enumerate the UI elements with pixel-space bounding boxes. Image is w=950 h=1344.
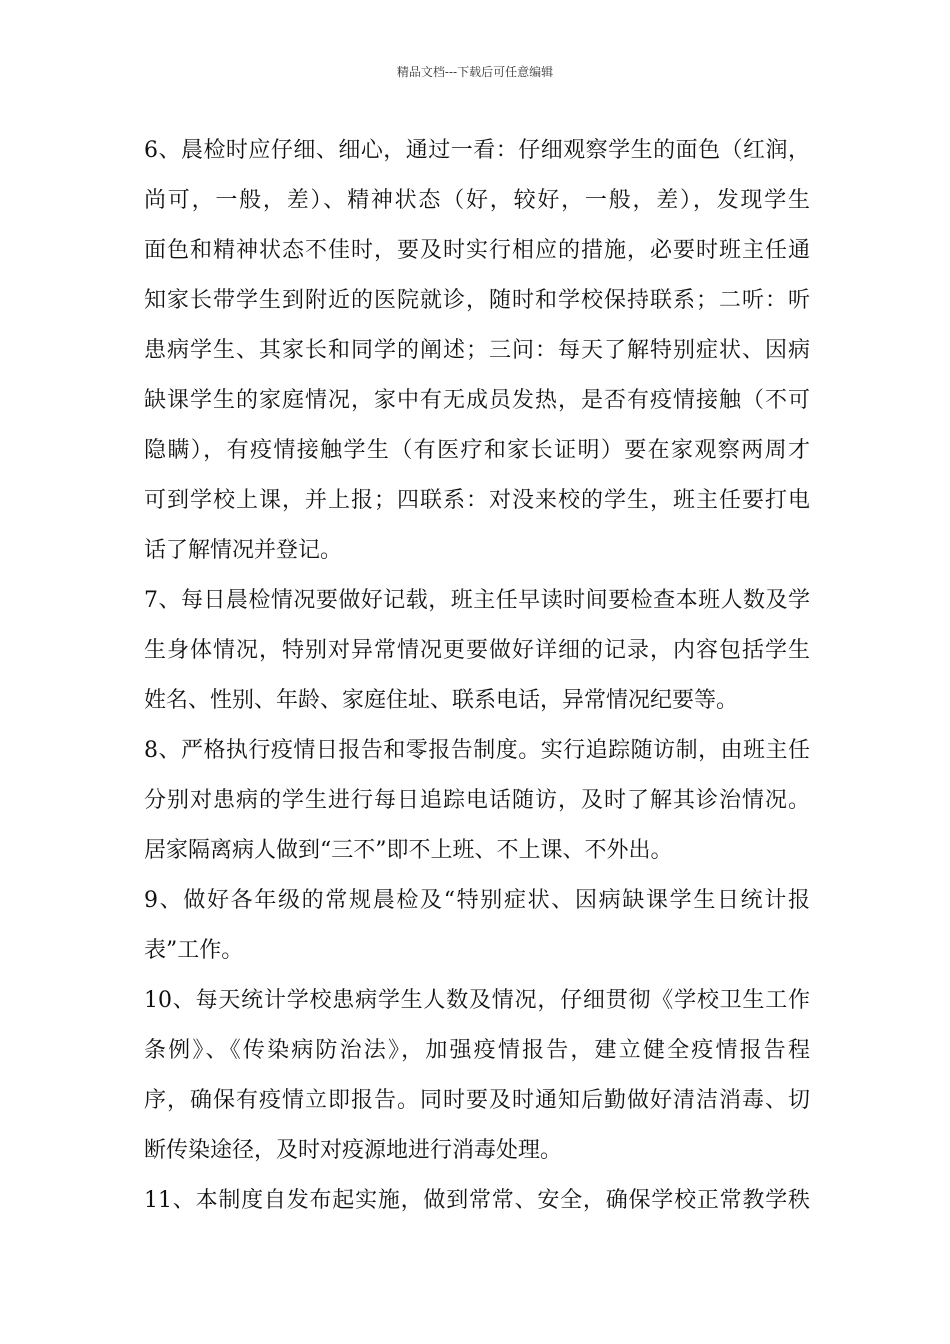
text-line: 6、晨检时应仔细、细心，通过一看：仔细观察学生的面色（红润， [144, 138, 810, 163]
text-line: 9、做好各年级的常规晨检及“特别症状、因病缺课学生日统计报 [144, 888, 810, 913]
text-line: 10、每天统计学校患病学生人数及情况，仔细贯彻《学校卫生工作 [144, 988, 810, 1013]
text-line: 断传染途径，及时对疫源地进行消毒处理。 [144, 1138, 563, 1163]
text-line: 7、每日晨检情况要做好记载，班主任早读时间要检查本班人数及学 [144, 588, 810, 613]
text-line: 可到学校上课，并上报；四联系：对没来校的学生，班主任要打电 [144, 488, 810, 513]
text-line: 姓名、性别、年龄、家庭住址、联系电话，异常情况纪要等。 [144, 688, 739, 713]
text-line: 居家隔离病人做到“三不”即不上班、不上课、不外出。 [144, 838, 673, 863]
text-line: 尚可，一般，差）、精神状态（好，较好，一般，差），发现学生 [144, 188, 810, 213]
text-line: 8、严格执行疫情日报告和零报告制度。实行追踪随访制，由班主任 [144, 738, 810, 763]
text-line: 生身体情况，特别对异常情况更要做好详细的记录，内容包括学生 [144, 638, 810, 663]
text-line: 话了解情况并登记。 [144, 538, 343, 563]
text-line: 患病学生、其家长和同学的阐述；三问：每天了解特别症状、因病 [144, 338, 810, 363]
body-text [144, 126, 810, 1226]
text-line: 知家长带学生到附近的医院就诊，随时和学校保持联系；二听：听 [144, 288, 810, 313]
text-line: 条例》、《传染病防治法》，加强疫情报告，建立健全疫情报告程 [144, 1038, 810, 1063]
text-line: 隐瞒），有疫情接触学生（有医疗和家长证明）要在家观察两周才 [144, 438, 810, 463]
text-line: 缺课学生的家庭情况，家中有无成员发热，是否有疫情接触（不可 [144, 388, 810, 413]
text-line: 面色和精神状态不佳时，要及时实行相应的措施，必要时班主任通 [144, 238, 810, 263]
text-line: 表”工作。 [144, 938, 244, 963]
page-header: 精品文档---下载后可任意编辑 [396, 65, 554, 79]
text-line: 序，确保有疫情立即报告。同时要及时通知后勤做好清洁消毒、切 [144, 1088, 810, 1113]
text-line: 分别对患病的学生进行每日追踪电话随访，及时了解其诊治情况。 [144, 788, 810, 813]
text-line: 11、本制度自发布起实施，做到常常、安全，确保学校正常教学秩 [144, 1188, 810, 1213]
